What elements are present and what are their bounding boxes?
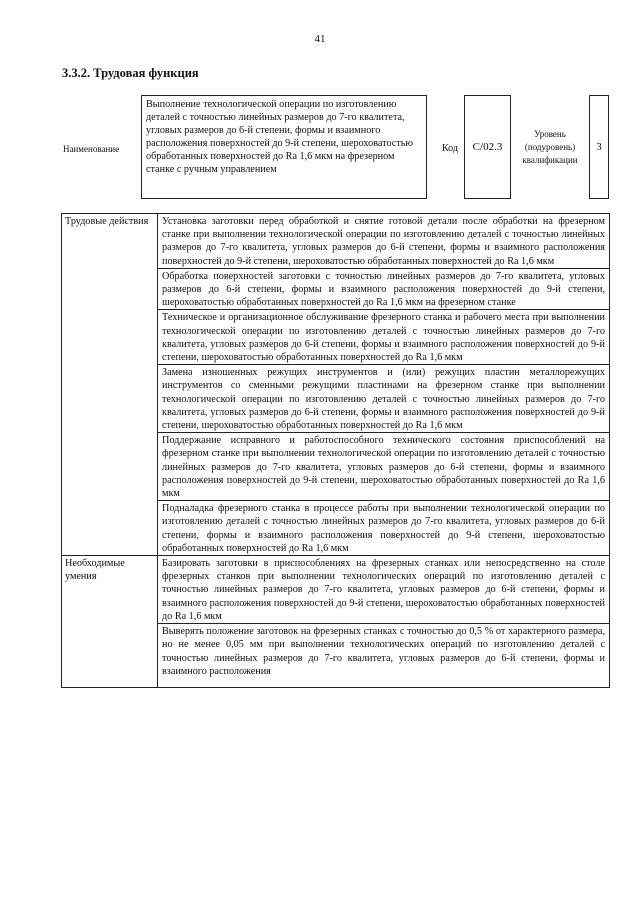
skill-item: Выверять положение заготовок на фрезерных станках с точностью до 0,5 % от характерного размера, но не менее 0,05 мм при выполнении технологических операций по изготовлению деталей с точностью линейных размеров до 7-го квалитета, угловых размеров до 6-й степени, формы и взаимного расположения (162, 626, 605, 677)
table-row (62, 556, 610, 624)
skill-item: Базировать заготовки в приспособлениях на фрезерных станках или непосредственно на столе фрезерных станков при выполнении технологических операций по изготовлению деталей с точностью линейных размеров до 7-го квалитета, угловых размеров до 6-й степени, формы и взаимного расположения поверхностей до 9-й степени, шероховатостью обработанных поверхностей до Ra 1,6 мкм (158, 556, 610, 624)
labor-action-item: Замена изношенных режущих инструментов и (или) режущих пластин металлорежущих инструментов со сменными режущими пластинами на фрезерном станке при выполнении технологической операции по изготовлению деталей с точностью линейных размеров до 7-го квалитета, угловых размеров до 6-й степени, формы и взаимного расположения поверхностей до 9-й степени, шероховатостью обработанных поверхностей до Ra 1,6 мкм (158, 365, 610, 433)
labor-action-item: Подналадка фрезерного станка в процессе работы при выполнении технологической операции по изготовлению деталей с точностью линейных размеров до 7-го квалитета, угловых размеров до 6-й степени, формы и взаимного расположения поверхностей до 9-й степени, шероховатостью обработанных поверхностей до Ra 1,6 мкм (158, 501, 610, 556)
name-label: Наименование (63, 144, 120, 154)
code-label: Код (442, 143, 458, 154)
required-skills-label: Необходимые умения (62, 556, 158, 688)
labor-actions-label: Трудовые действия (62, 214, 158, 556)
table-row (62, 214, 610, 269)
function-name-box: Выполнение технологической операции по изготовлению деталей с точностью линейных размеров до 7-го квалитета, угловых размеров до 6-й степени, формы и взаимного расположения поверхностей до 9-й степени, шероховатостью обработанных поверхностей до Ra 1,6 мкм на фрезерном станке с ручным управлением (141, 95, 427, 199)
level-box: 3 (589, 95, 609, 199)
section-title: 3.3.2. Трудовая функция (62, 66, 199, 80)
labor-action-item: Поддержание исправного и работоспособного технического состояния приспособлений на фрезерном станке при выполнении технологической операции по изготовлению деталей с точностью линейных размеров до 7-го квалитета, угловых размеров до 6-й степени, формы и взаимного расположения поверхностей до 9-й степени, шероховатостью обработанных поверхностей до Ra 1,6 мкм (158, 433, 610, 501)
labor-action-item: Техническое и организационное обслуживание фрезерного станка и рабочего места при выполнении технологической операции по изготовлению деталей с точностью линейных размеров до 7-го квалитета, угловых размеров до 6-й степени, формы и взаимного расположения поверхностей до 9-й степени, шероховатостью обработанных поверхностей до Ra 1,6 мкм (158, 310, 610, 365)
code-box: C/02.3 (464, 95, 511, 199)
page-number: 41 (314, 33, 326, 45)
function-table (61, 213, 610, 688)
skill-item-cell (158, 624, 610, 688)
level-label: Уровень (подуровень) квалификации (522, 129, 578, 165)
labor-action-item: Обработка поверхностей заготовки с точностью линейных размеров до 7-го квалитета, угловых размеров до 6-й степени, формы и взаимного расположения поверхностей до 9-й степени, шероховатостью обработанных поверхностей до Ra 1,6 мкм на фрезерном станке (158, 268, 610, 310)
labor-action-item: Установка заготовки перед обработкой и снятие готовой детали после обработки на фрезерном станке при выполнении технологической операции по изготовлению деталей с точностью линейных размеров до 7-го квалитета, угловых размеров до 6-й степени, формы и взаимного расположения поверхностей до 9-й степени, шероховатостью обработанных поверхностей до Ra 1,6 мкм (158, 214, 610, 269)
